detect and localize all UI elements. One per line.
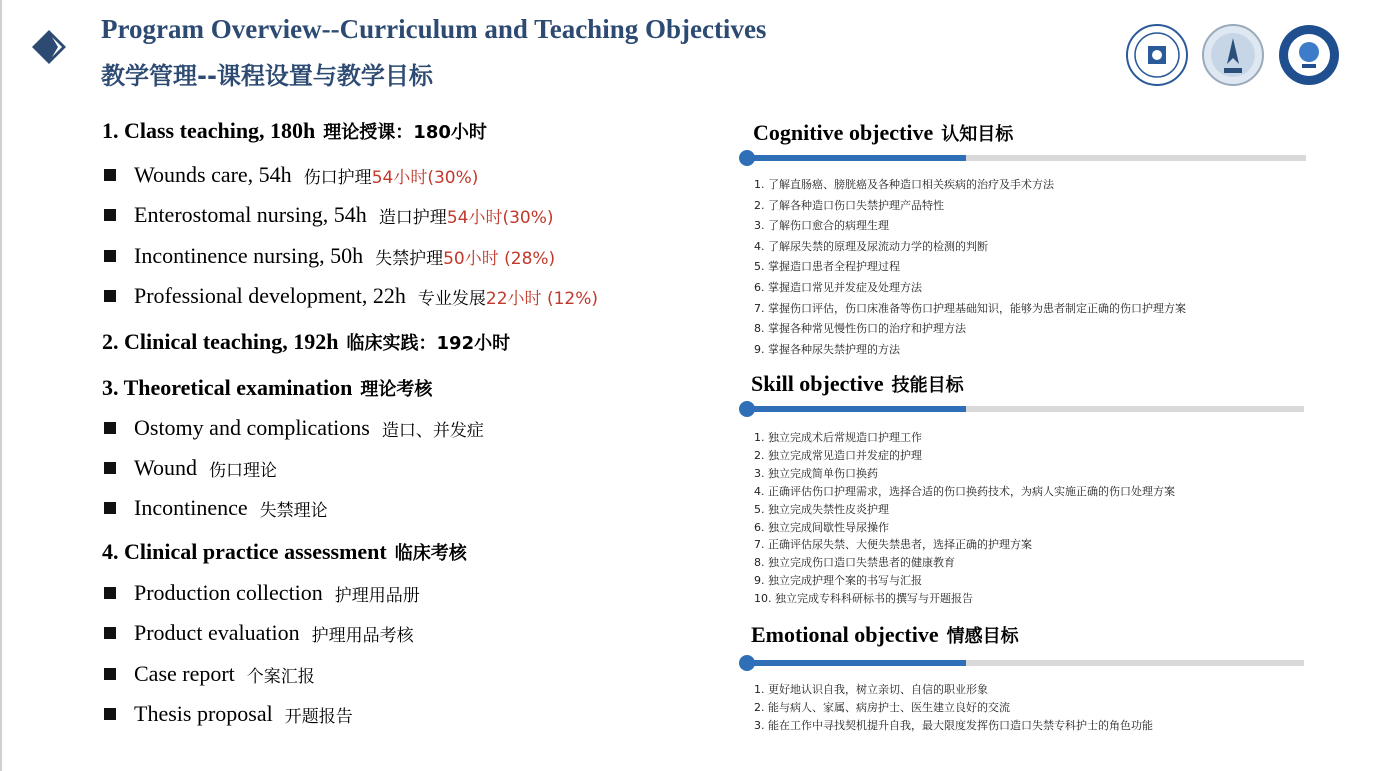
section-theoretical-examination xyxy=(102,375,432,401)
item-hours: 22小时 (12%) xyxy=(485,288,598,309)
bullet-square-icon xyxy=(104,250,116,262)
list-item xyxy=(104,415,484,441)
section-title-en: 2. Clinical teaching, 192h xyxy=(102,329,339,354)
item-cn: 伤口理论 xyxy=(209,460,278,481)
list-item: 2. 能与病人、家属、病房护士、医生建立良好的交流 xyxy=(754,701,1010,714)
bullet-square-icon xyxy=(104,502,116,514)
item-en: Ostomy and complications xyxy=(134,415,370,440)
cognitive-divider xyxy=(746,155,1306,161)
skill-divider xyxy=(746,406,1304,412)
item-cn: 失禁理论 xyxy=(259,500,328,521)
item-cn: 伤口护理 xyxy=(303,167,372,188)
divider-fill xyxy=(746,660,966,666)
left-border xyxy=(0,0,2,771)
list-item: 5. 掌握造口患者全程护理过程 xyxy=(754,260,900,274)
page-title: Program Overview--Curriculum and Teaching Objectives xyxy=(101,14,767,44)
list-item: 4. 了解尿失禁的原理及尿流动力学的检测的判断 xyxy=(754,239,988,253)
list-item xyxy=(104,620,414,646)
item-en: Production collection xyxy=(134,580,323,605)
section-clinical-practice-assessment xyxy=(102,539,467,565)
list-item: 7. 掌握伤口评估，伤口床准备等伤口护理基础知识，能够为患者制定正确的伤口护理方案 xyxy=(754,301,1186,315)
section-clinical-teaching xyxy=(102,329,510,355)
list-item: 2. 独立完成常见造口并发症的护理 xyxy=(754,448,922,462)
list-item xyxy=(104,701,353,727)
divider-dot-icon xyxy=(739,401,755,417)
item-cn: 开题报告 xyxy=(284,706,353,727)
cognitive-objective-list xyxy=(754,175,1186,360)
section-class-teaching xyxy=(102,118,487,144)
list-item xyxy=(104,162,478,188)
item-hours: 50小时 (28%) xyxy=(443,248,556,269)
list-item: 4. 正确评估伤口护理需求，选择合适的伤口换药技术，为病人实施正确的伤口处理方案 xyxy=(754,484,1175,498)
cognitive-objective-heading xyxy=(753,120,1013,146)
list-item: 8. 掌握各种常见慢性伤口的治疗和护理方法 xyxy=(754,322,966,336)
list-item: 9. 掌握各种尿失禁护理的方法 xyxy=(754,342,900,356)
list-item: 1. 独立完成术后常规造口护理工作 xyxy=(754,431,922,444)
item-cn: 护理用品考核 xyxy=(311,625,414,646)
diamond-logo-icon xyxy=(32,30,66,64)
section-title-en: 3. Theoretical examination xyxy=(102,375,353,400)
item-en: Thesis proposal xyxy=(134,701,273,726)
list-item: 3. 能在工作中寻找契机提升自我，最大限度发挥伤口造口失禁专科护士的角色功能 xyxy=(754,719,1153,732)
list-item: 8. 独立完成伤口造口失禁患者的健康教育 xyxy=(754,556,955,570)
objective-title-en: Emotional objective xyxy=(751,622,939,647)
objective-title-cn: 情感目标 xyxy=(946,626,1019,647)
emotional-objective-list xyxy=(754,681,1153,735)
objective-title-en: Cognitive objective xyxy=(753,120,934,145)
bullet-square-icon xyxy=(104,169,116,181)
bullet-square-icon xyxy=(104,422,116,434)
list-item xyxy=(104,455,277,481)
list-item: 1. 更好地认识自我，树立亲切、自信的职业形象 xyxy=(754,683,988,696)
list-item: 7. 正确评估尿失禁、大便失禁患者，选择正确的护理方案 xyxy=(754,538,1032,552)
section-title-cn: 临床考核 xyxy=(394,543,467,564)
item-en: Wounds care, 54h xyxy=(134,162,292,187)
item-cn: 个案汇报 xyxy=(246,666,315,687)
hospital-logo-icon xyxy=(1202,24,1264,86)
list-item xyxy=(104,202,554,228)
divider-dot-icon xyxy=(739,150,755,166)
bullet-square-icon xyxy=(104,462,116,474)
list-item: 9. 独立完成护理个案的书写与汇报 xyxy=(754,574,922,588)
list-item: 10. 独立完成专科科研标书的撰写与开题报告 xyxy=(754,592,973,606)
skill-objective-heading xyxy=(751,371,964,397)
list-item: 6. 独立完成间歇性导尿操作 xyxy=(754,520,889,534)
item-hours: 54小时(30%) xyxy=(371,167,479,188)
logo-group xyxy=(1126,24,1340,86)
list-item xyxy=(104,283,598,309)
section-title-cn: 理论授课：180小时 xyxy=(323,122,487,143)
bullet-square-icon xyxy=(104,209,116,221)
divider-fill xyxy=(746,406,966,412)
list-item xyxy=(104,580,420,606)
item-en: Professional development, 22h xyxy=(134,283,406,308)
emotional-divider xyxy=(746,660,1304,666)
item-en: Wound xyxy=(134,455,198,480)
item-hours: 54小时(30%) xyxy=(446,207,554,228)
list-item: 1. 了解直肠癌、膀胱癌及各种造口相关疾病的治疗及手术方法 xyxy=(754,178,1054,191)
item-en: Enterostomal nursing, 54h xyxy=(134,202,367,227)
objective-title-cn: 认知目标 xyxy=(941,124,1014,145)
list-item: 5. 独立完成失禁性皮炎护理 xyxy=(754,502,889,516)
item-en: Incontinence xyxy=(134,495,248,520)
page-subtitle: 教学管理--课程设置与教学目标 xyxy=(101,62,433,90)
section-title-cn: 临床实践：192小时 xyxy=(346,333,511,354)
emotional-objective-heading xyxy=(751,622,1019,648)
objective-title-en: Skill objective xyxy=(751,371,884,396)
skill-objective-list xyxy=(754,429,1175,608)
section-title-cn: 理论考核 xyxy=(360,379,433,400)
list-item xyxy=(104,243,555,269)
university-seal-icon xyxy=(1126,24,1188,86)
list-item: 3. 独立完成简单伤口换药 xyxy=(754,466,878,480)
bullet-square-icon xyxy=(104,290,116,302)
item-cn: 专业发展 xyxy=(417,288,486,309)
list-item: 2. 了解各种造口伤口失禁护理产品特性 xyxy=(754,198,944,212)
section-title-en: 4. Clinical practice assessment xyxy=(102,539,387,564)
item-en: Product evaluation xyxy=(134,620,300,645)
bullet-square-icon xyxy=(104,668,116,680)
list-item xyxy=(104,661,315,687)
list-item xyxy=(104,495,328,521)
section-title-en: 1. Class teaching, 180h xyxy=(102,118,316,143)
item-cn: 造口护理 xyxy=(378,207,447,228)
item-en: Incontinence nursing, 50h xyxy=(134,243,364,268)
divider-dot-icon xyxy=(739,655,755,671)
bullet-square-icon xyxy=(104,708,116,720)
objective-title-cn: 技能目标 xyxy=(891,375,964,396)
bullet-square-icon xyxy=(104,627,116,639)
divider-fill xyxy=(746,155,966,161)
nursing-school-seal-icon xyxy=(1278,24,1340,86)
item-cn: 失禁护理 xyxy=(375,248,444,269)
list-item: 3. 了解伤口愈合的病理生理 xyxy=(754,219,889,233)
item-en: Case report xyxy=(134,661,235,686)
bullet-square-icon xyxy=(104,587,116,599)
list-item: 6. 掌握造口常见并发症及处理方法 xyxy=(754,280,922,294)
item-cn: 护理用品册 xyxy=(334,585,420,606)
item-cn: 造口、并发症 xyxy=(381,420,484,441)
